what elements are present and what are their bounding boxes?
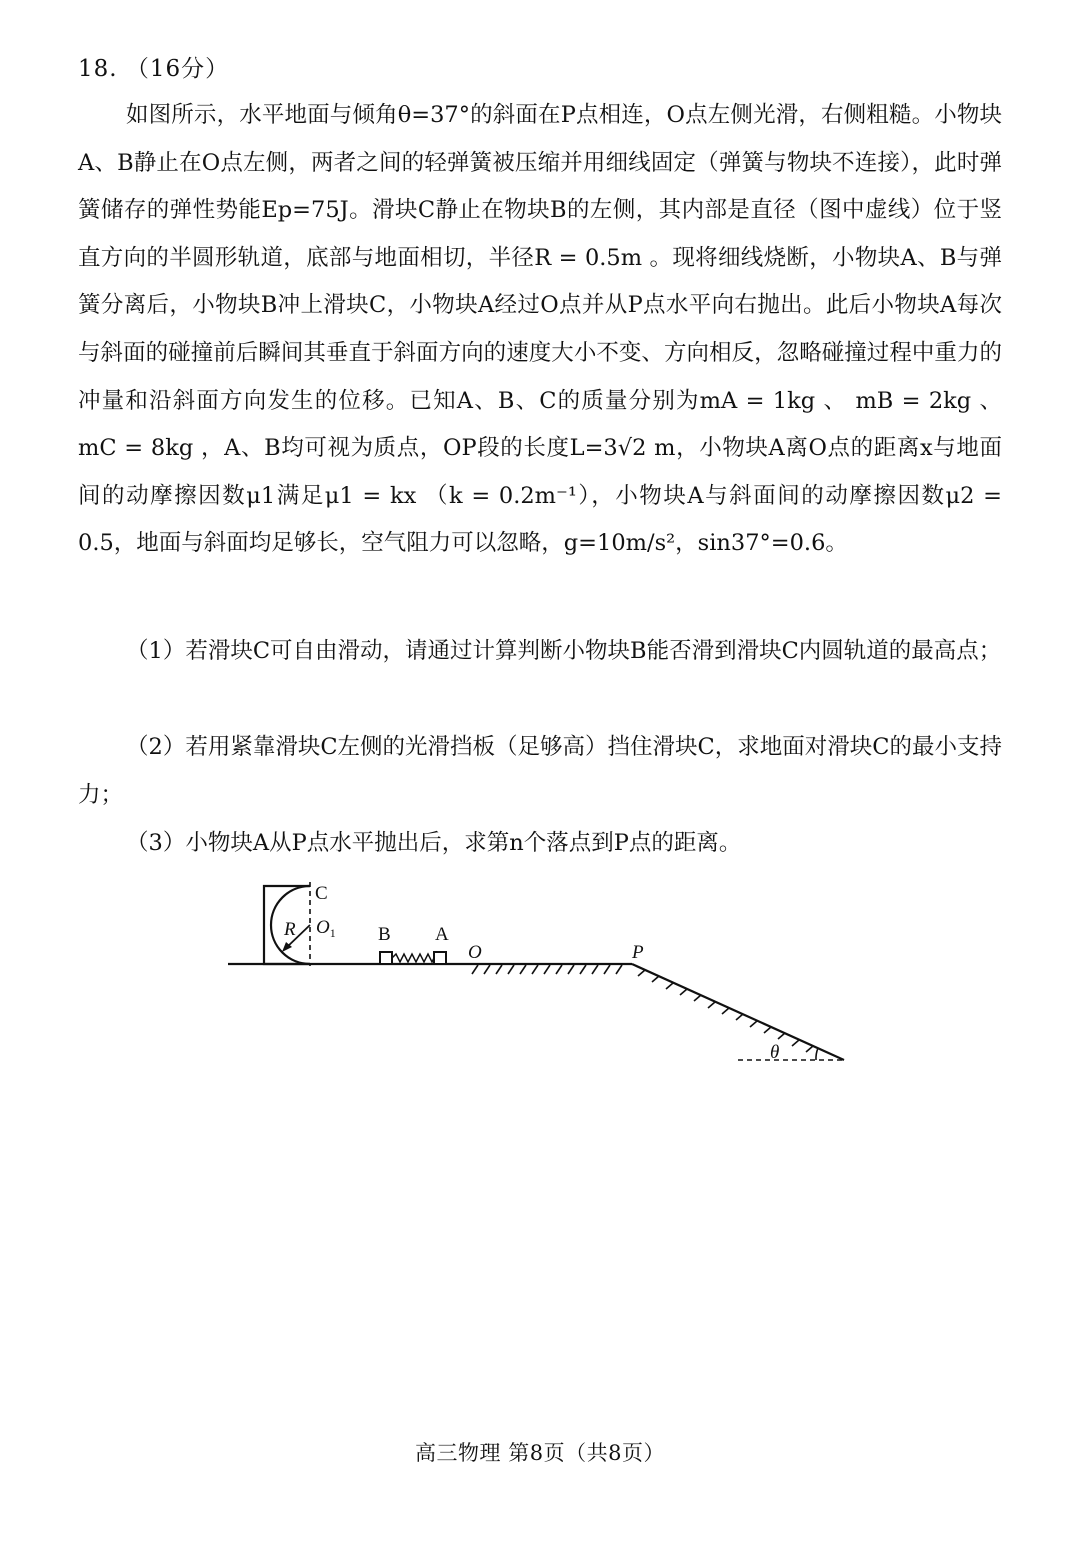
incline-hatch — [638, 970, 813, 1052]
label-p: P — [632, 942, 644, 963]
spring — [392, 954, 434, 962]
label-o: O — [468, 942, 482, 963]
question-number: 18. — [78, 56, 118, 82]
block-b — [380, 952, 392, 964]
sub-question-3: （3）小物块A从P点水平抛出后，求第n个落点到P点的距离。 — [126, 830, 742, 856]
theta-label: θ — [770, 1042, 780, 1063]
label-o1: $O_1$ — [316, 917, 336, 940]
label-a: A — [435, 924, 449, 945]
question-header — [78, 50, 229, 83]
label-b: B — [378, 924, 391, 945]
question-intro — [78, 92, 1002, 568]
block-a — [434, 952, 446, 964]
sub-question-2: （2）若用紧靠滑块C左侧的光滑挡板（足够高）挡住滑块C，求地面对滑块C的最小支持力； — [78, 734, 1002, 808]
rough-ground-hatch — [472, 965, 622, 974]
label-r: R — [284, 919, 296, 940]
physics-diagram — [220, 878, 860, 1078]
sub-question-1: （1）若滑块C可自由滑动，请通过计算判断小物块B能否滑到滑块C内圆轨道的最高点； — [126, 638, 1002, 664]
intro-text: 如图所示，水平地面与倾角θ=37°的斜面在P点相连，O点左侧光滑，右侧粗糙。小物块A、B静止在O点左侧，两者之间的轻弹簧被压缩并用细线固定（弹簧与物块不连接），此时弹簧储存的弹性势能Ep=75J。滑块C静止在物块B的左侧，其内部是直径（图中虚线）位于竖直方向的半圆形轨道，底部与地面相切，半径R = 0.5m 。现将细线烧断，小物块A、B与弹簧分离后，小物块B冲上滑块C，小物块A经过O点并从P点水平向右抛出。此后小物块A每次与斜面的碰撞前后瞬间其垂直于斜面方向的速度大小不变、方向相反，忽略碰撞过程中重力的冲量和沿斜面方向发生的位移。已知A、B、C的质量分别为mA = 1kg 、 mB = 2kg 、 mC = 8kg ，A、B均可视为质点，OP段的长度L=3√2 m，小物块A离O点的距离x与地面间的动摩擦因数μ1满足μ1 = kx （k = 0.2m⁻¹），小物块A与斜面间的动摩擦因数μ2 = 0.5，地面与斜面均足够长，空气阻力可以忽略，g=10m/s²，sin37°=0.6。 — [78, 102, 1002, 557]
incline-line — [632, 964, 844, 1060]
label-c: C — [315, 883, 328, 904]
angle-arc — [816, 1048, 818, 1060]
page-footer: 高三物理 第8页（共8页） — [415, 1441, 665, 1465]
question-score: （16分） — [125, 56, 230, 82]
